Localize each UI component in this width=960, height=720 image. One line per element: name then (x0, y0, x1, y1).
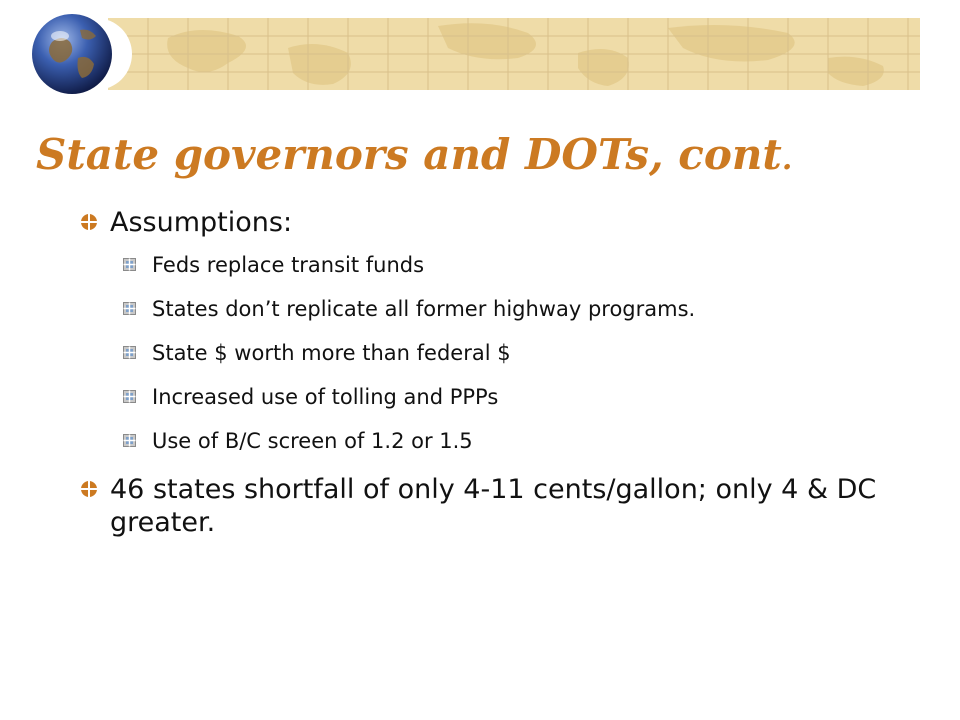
bullet-text: 46 states shortfall of only 4-11 cents/gallon; only 4 & DC greater. (110, 474, 877, 538)
sub-bullet-item (80, 295, 792, 323)
slide-title-tail: . (781, 142, 793, 177)
slide-title (36, 130, 792, 179)
sub-bullet-icon (123, 390, 136, 403)
world-map-banner (108, 18, 920, 90)
sub-bullet-text: Use of B/C screen of 1.2 or 1.5 (152, 429, 473, 453)
sub-bullet-icon (123, 258, 136, 271)
bullet-icon (80, 213, 98, 231)
slide-title-text: State governors and DOTs, cont (36, 130, 782, 179)
sub-bullet-item (80, 427, 792, 455)
sub-bullet-item (80, 383, 792, 411)
map-grid-graphic (108, 18, 920, 90)
sub-bullet-text: Feds replace transit funds (152, 253, 425, 277)
sub-bullet-list (80, 251, 940, 455)
bullet-item-shortfall (80, 473, 940, 539)
sub-bullet-icon (123, 302, 136, 315)
sub-bullet-icon (123, 346, 136, 359)
sub-bullet-text: States don’t replicate all former highway programs. (152, 297, 696, 321)
bullet-item-assumptions (80, 206, 940, 239)
sub-bullet-text: State $ worth more than federal $ (152, 341, 511, 365)
sub-bullet-item (80, 339, 792, 367)
sub-bullet-item (80, 251, 792, 279)
sub-bullet-icon (123, 434, 136, 447)
sub-bullet-text: Increased use of tolling and PPPs (152, 385, 499, 409)
bullet-text: Assumptions: (110, 207, 293, 238)
globe-icon (30, 12, 114, 96)
bullet-icon (80, 480, 98, 498)
slide-content (80, 206, 940, 539)
